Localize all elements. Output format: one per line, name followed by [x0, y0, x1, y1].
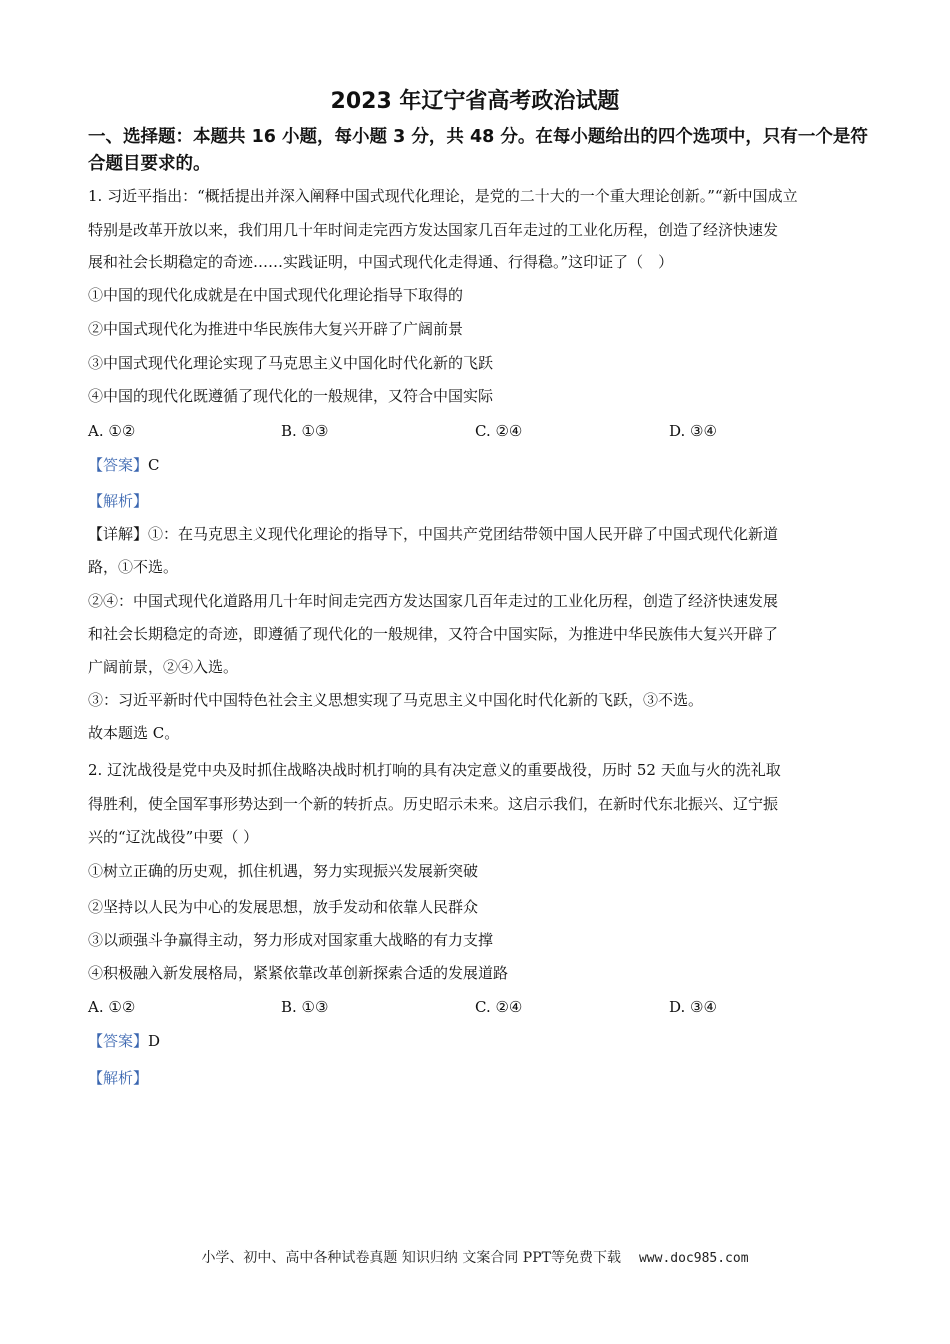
q1-statement: ④中国的现代化既遵循了现代化的一般规律，又符合中国实际: [88, 387, 494, 405]
q1-detail-line: ③：习近平新时代中国特色社会主义思想实现了马克思主义中国化时代化新的飞跃，③不选。: [88, 691, 704, 709]
q2-statement: ④积极融入新发展格局，紧紧依靠改革创新探索合适的发展道路: [88, 964, 509, 982]
q2-option-b: B. ①③: [281, 998, 329, 1016]
q1-option-b: B. ①③: [281, 422, 329, 440]
q2-stem-line: 2. 辽沈战役是党中央及时抓住战略决战时机打响的具有决定意义的重要战役，历时 52 天血与火的洗礼取: [88, 761, 781, 779]
q2-statement: ③以顽强斗争赢得主动，努力形成对国家重大战略的有力支撑: [88, 931, 494, 949]
q1-statement: ②中国式现代化为推进中华民族伟大复兴开辟了广阔前景: [88, 320, 464, 338]
q2-answer: [88, 1031, 868, 1051]
page-title: 2023 年辽宁省高考政治试题: [330, 89, 620, 114]
q1-analysis-heading: [88, 491, 868, 511]
q1-statement: ③中国式现代化理论实现了马克思主义中国化时代化新的飞跃: [88, 354, 494, 372]
q1-detail-line: ②④：中国式现代化道路用几十年时间走完西方发达国家几百年走过的工业化历程，创造了经济快速发展: [88, 592, 779, 610]
q1-detail-line: 故本题选 C。: [88, 724, 180, 742]
q1-statement: ①中国的现代化成就是在中国式现代化理论指导下取得的: [88, 286, 464, 304]
detail-text: ①：在马克思主义现代化理论的指导下，中国共产党团结带领中国人民开辟了中国式现代化新道: [148, 525, 779, 543]
q1-detail-line: 路，①不选。: [88, 558, 179, 576]
footer-url[interactable]: www.doc985.com: [638, 1251, 749, 1266]
q2-option-a: A. ①②: [88, 998, 136, 1016]
q1-detail-line: [88, 524, 868, 544]
answer-tag: 【答案】: [88, 1032, 149, 1050]
q1-option-d: D. ③④: [669, 422, 717, 440]
answer-value: C: [148, 456, 160, 474]
q2-analysis-heading: [88, 1068, 868, 1088]
q2-option-c: C. ②④: [475, 998, 523, 1016]
q2-stem-line: 兴的“辽沈战役”中要（ ）: [88, 828, 259, 846]
q2-statement: ①树立正确的历史观，抓住机遇，努力实现振兴发展新突破: [88, 862, 479, 880]
q1-stem-line: 特别是改革开放以来，我们用几十年时间走完西方发达国家几百年走过的工业化历程，创造了经济快速发: [88, 221, 779, 239]
analysis-tag: 【解析】: [88, 492, 149, 510]
q2-option-d: D. ③④: [669, 998, 717, 1016]
q2-statement: ②坚持以人民为中心的发展思想，放手发动和依靠人民群众: [88, 898, 479, 916]
q1-option-a: A. ①②: [88, 422, 136, 440]
q1-stem-line: 1. 习近平指出：“概括提出并深入阐释中国式现代化理论，是党的二十大的一个重大理论创新。”“新中国成立: [88, 187, 798, 205]
footer-text: 小学、初中、高中各种试卷真题 知识归纳 文案合同 PPT等免费下载: [201, 1250, 621, 1266]
q1-answer: [88, 455, 868, 475]
section-heading: 一、选择题：本题共 16 小题，每小题 3 分，共 48 分。在每小题给出的四个选项中，只有一个是符合题目要求的。: [88, 127, 868, 174]
page-footer: [0, 1248, 950, 1269]
analysis-tag: 【解析】: [88, 1069, 149, 1087]
q1-option-c: C. ②④: [475, 422, 523, 440]
q1-detail-line: 广阔前景，②④入选。: [88, 658, 239, 676]
detail-tag: 【详解】: [88, 525, 149, 543]
answer-tag: 【答案】: [88, 456, 149, 474]
q2-stem-line: 得胜利，使全国军事形势达到一个新的转折点。历史昭示未来。这启示我们，在新时代东北振兴、辽宁振: [88, 795, 779, 813]
q1-detail-line: 和社会长期稳定的奇迹，即遵循了现代化的一般规律，又符合中国实际，为推进中华民族伟大复兴开辟了: [88, 625, 779, 643]
answer-value: D: [148, 1032, 161, 1050]
q1-stem-line: 展和社会长期稳定的奇迹……实践证明，中国式现代化走得通、行得稳。”这印证了（ ）: [88, 253, 674, 271]
